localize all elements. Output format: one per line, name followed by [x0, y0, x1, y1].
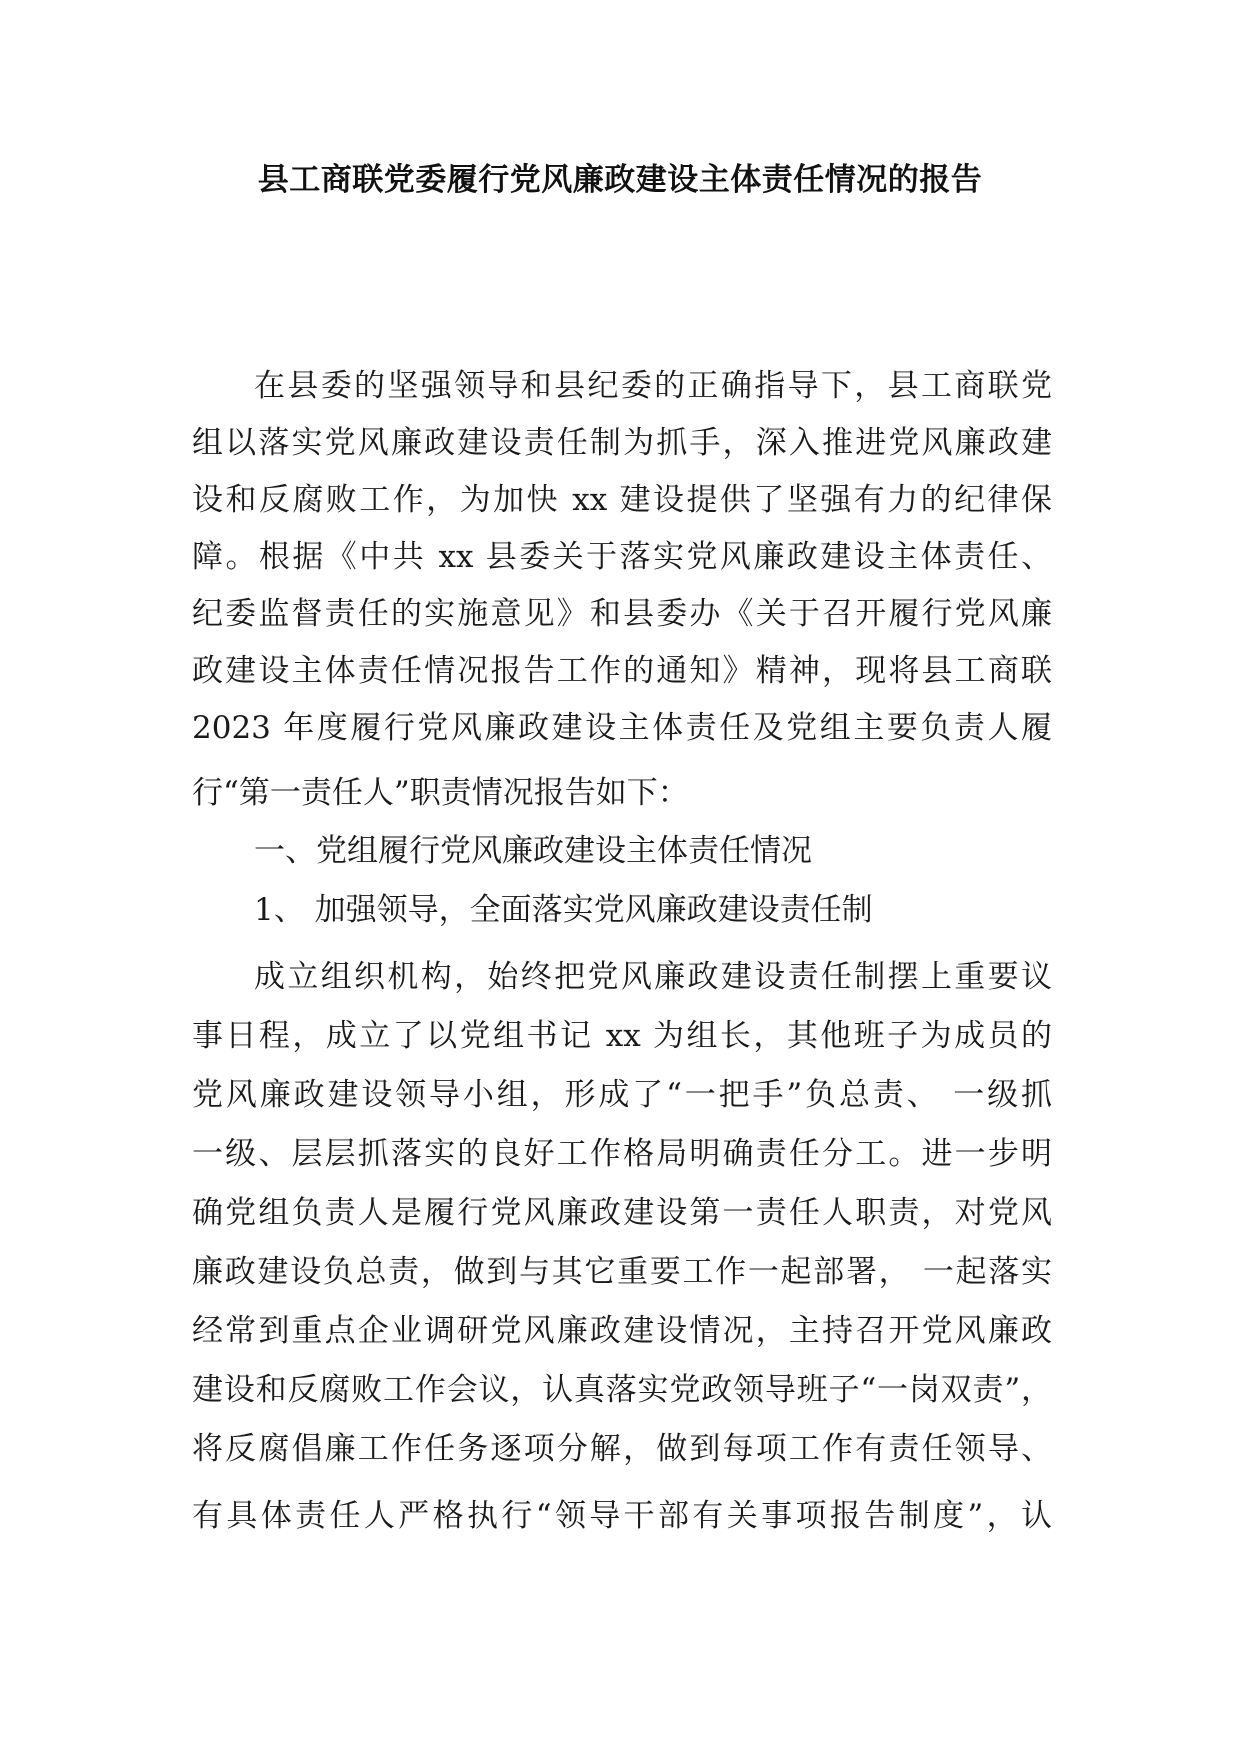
paragraph-line: 纪委监督责任的实施意见》和县委办《关于召开履行党风廉 — [192, 596, 1052, 632]
paragraph-line: 设和反腐败工作，为加快 xx 建设提供了坚强有力的纪律保 — [192, 482, 1052, 518]
paragraph-line: 建设和反腐败工作会议，认真落实党政领导班子“一岗双责”， — [192, 1372, 1052, 1408]
paragraph-line: 成立组织机构，始终把党风廉政建设责任制摆上重要议 — [254, 959, 1052, 995]
paragraph-line: 组以落实党风廉政建设责任制为抓手，深入推进党风廉政建 — [192, 425, 1052, 461]
paragraph-line: 在县委的坚强领导和县纪委的正确指导下，县工商联党 — [254, 368, 1052, 404]
section-heading: 一、党组履行党风廉政建设主体责任情况 — [254, 833, 812, 869]
paragraph-line: 政建设主体责任情况报告工作的通知》精神，现将县工商联 — [192, 653, 1052, 689]
paragraph-line: 事日程，成立了以党组书记 xx 为组长，其他班子为成员的 — [192, 1018, 1052, 1054]
paragraph-line: 有具体责任人严格执行“领导干部有关事项报告制度”，认 — [192, 1498, 1052, 1534]
paragraph-line: 经常到重点企业调研党风廉政建设情况，主持召开党风廉政 — [192, 1313, 1052, 1349]
paragraph-line: 廉政建设负总责，做到与其它重要工作一起部署， 一起落实 — [192, 1254, 1052, 1290]
paragraph-line: 一级、层层抓落实的良好工作格局明确责任分工。进一步明 — [192, 1136, 1052, 1172]
paragraph-line: 确党组负责人是履行党风廉政建设第一责任人职责，对党风 — [192, 1195, 1052, 1231]
paragraph-line: 障。根据《中共 xx 县委关于落实党风廉政建设主体责任、 — [192, 539, 1052, 575]
document-title: 县工商联党委履行党风廉政建设主体责任情况的报告 — [257, 162, 983, 198]
paragraph-line: 党风廉政建设领导小组，形成了“一把手”负总责、 一级抓 — [192, 1077, 1052, 1113]
subsection-heading: 1、 加强领导，全面落实党风廉政建设责任制 — [254, 892, 873, 928]
paragraph-line: 将反腐倡廉工作任务逐项分解，做到每项工作有责任领导、 — [192, 1431, 1052, 1467]
paragraph-line: 2023 年度履行党风廉政建设主体责任及党组主要负责人履 — [192, 710, 1052, 746]
paragraph-line: 行“第一责任人”职责情况报告如下： — [192, 775, 689, 811]
